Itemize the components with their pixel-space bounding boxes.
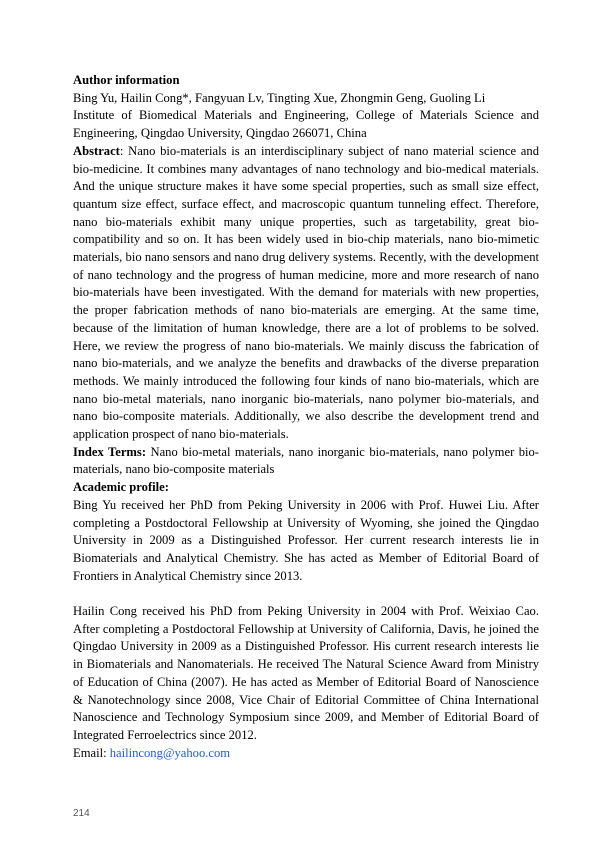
email-line (73, 745, 539, 763)
profile-hailin-cong: Hailin Cong received his PhD from Peking University in 2004 with Prof. Weixiao Cao. After completing a Postdoctoral Fellowship at University of California, Davis, he joined the Qingdao University in 2009 as a Distinguished Professor. His current research interests lie in Biomaterials and Nanomaterials. He received The Natural Science Award from Ministry of Education of China (2007). He has acted as Member of Editorial Board of Nanoscience & Nanotechnology since 2008, Vice Chair of Editorial Committee of China International Nanoscience and Technology Symposium since 2009, and Member of Editorial Board of Integrated Ferroelectrics since 2012. (73, 604, 539, 742)
abstract-paragraph (73, 143, 539, 444)
paper-page (73, 72, 539, 762)
email-label: Email: (73, 745, 110, 760)
author-information-heading: Author information (73, 73, 180, 87)
abstract-label: Abstract (73, 143, 120, 158)
index-terms-paragraph (73, 444, 539, 479)
author-list: Bing Yu, Hailin Cong*, Fangyuan Lv, Tingting Xue, Zhongmin Geng, Guoling Li (73, 90, 486, 105)
academic-profile-heading: Academic profile: (73, 480, 169, 495)
abstract-text: : Nano bio-materials is an interdisciplinary subject of nano material science and bio-medicine. It combines many advantages of nano technology and bio-medical materials. And the unique structure makes it have some special properties, such as small size effect, quantum size effect, surface effect, and macroscopic quantum tunneling effect. Therefore, nano bio-materials exhibit many unique properties, such as targetability, great bio-compatibility and so on. It has been widely used in bio-chip materials, nano bio-mimetic materials, bio nano sensors and nano drug delivery systems. Recently, with the development of nano technology and the progress of human medicine, more and more research of nano bio-materials have been investigated. With the demand for materials with new properties, the proper fabrication methods of nano bio-materials are emerging. At the same time, because of the limitation of human knowledge, there are a lot of problems to be solved. Here, we review the progress of nano bio-materials. We mainly discuss the fabrication of nano bio-materials, and we analyze the benefits and drawbacks of the diverse preparation methods. We mainly introduced the following four kinds of nano bio-materials, which are nano bio-metal materials, nano inorganic bio-materials, nano polymer bio-materials, and nano bio-composite materials. Additionally, we also describe the development trend and application prospect of nano bio-materials. (73, 143, 539, 442)
index-terms-label: Index Terms: (73, 444, 147, 459)
affiliation: Institute of Biomedical Materials and Engineering, College of Materials Science and Engineering, Qingdao University, Qingdao 266071, China (73, 108, 539, 141)
index-terms-text: Nano bio-metal materials, nano inorganic bio-materials, nano polymer bio-materials, nano bio-composite materials (73, 444, 539, 477)
page-number: 214 (73, 808, 90, 819)
paragraph-spacer (73, 585, 539, 603)
email-link[interactable]: hailincong@yahoo.com (109, 745, 231, 760)
profile-bing-yu: Bing Yu received her PhD from Peking University in 2006 with Prof. Huwei Liu. After completing a Postdoctoral Fellowship at University of Wyoming, she joined the Qingdao University in 2009 as a Distinguished Professor. Her current research interests lie in Biomaterials and Analytical Chemistry. She has acted as Member of Editorial Board of Frontiers in Analytical Chemistry since 2013. (73, 497, 539, 583)
